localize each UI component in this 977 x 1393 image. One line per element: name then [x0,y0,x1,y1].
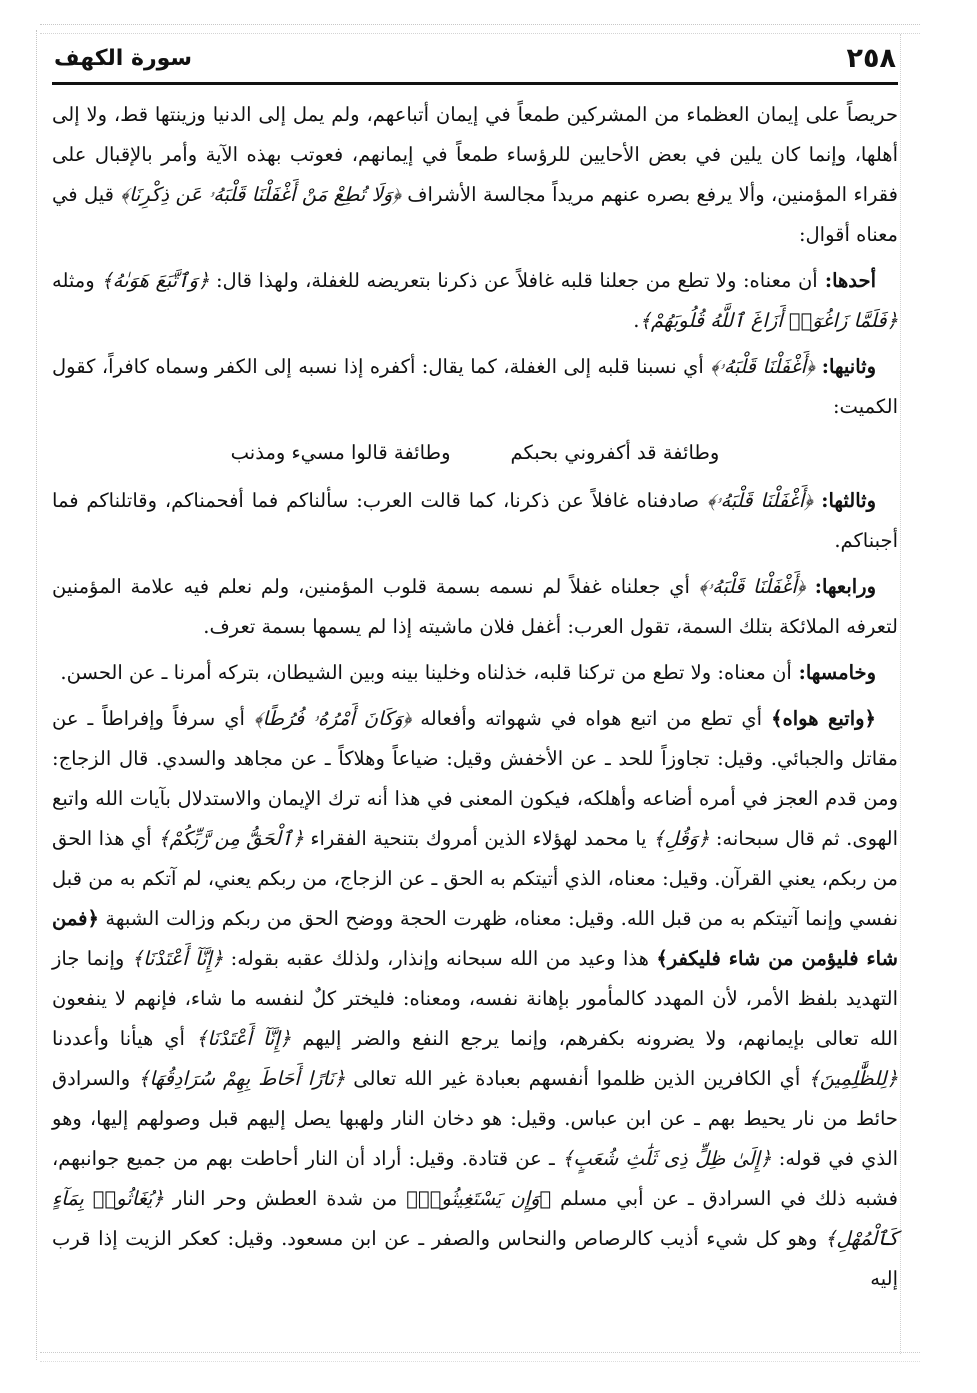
body-text-run: . [633,309,640,332]
running-header [52,38,898,74]
section-label: وثالثها: [812,489,876,512]
body-text-run: صادفناه غافلاً عن ذكرنا، كما قالت العرب: سألناكم فما أفحمناكم، وقاتلناكم فما أجبناكم. [52,489,898,552]
quran-quote: ﴿لِلظَّٰلِمِينَ﴾ [808,1067,898,1090]
body-text-run: وإنما جاز التهديد بلفظ الأمر، لأن المهدد كالمأمور بإهانة نفسه، ومعناه: فليختر كلٌ لنفسه ما شاء، فإنهم لا ينفعون الله تعالى بإيمانهم، ولا يضرونه بكفرهم، وإنما يرجع النفع والضر إليهم [52,947,898,1050]
body-text-run: أي هيأنا وأعددنا [52,1027,196,1050]
quran-quote: ﴿وَإِن يَسْتَغِيثُوا۟﴾ [406,1187,552,1210]
body-text-run: أن معناه: ولا تطع من جعلنا قلبه غافلاً عن ذكرنا بتعريضه للغفلة، ولهذا قال: [209,269,818,292]
quran-quote: ﴿وَلَا تُطِعْ مَنْ أَغْفَلْنَا قَلْبَهُۥ عَن ذِكْرِنَا﴾ [120,183,401,206]
quran-quote: ﴿وَقُلِ﴾ [653,827,710,850]
body-text-run: أي الكافرين الذين ظلموا أنفسهم بعبادة غير الله تعالى [345,1067,809,1090]
poetry-verse [52,431,898,475]
body-text-run: ـ عن قتادة. وقيل: أراد أن النار أحاطت بهم من جميع جوانبهم، فشبه ذلك في السرادق ـ عن أبي مسلم [52,1147,899,1210]
body-text-run: والسرادق حائط من نار يحيط بهم ـ عن ابن عباس. وقيل: هو دخان النار ولهبها يصل إليهم قبل وصولهم إليها، وهو الذي في قوله: [52,1067,899,1170]
quran-quote: ﴿أَغْفَلْنَا قَلْبَهُۥ﴾ [710,355,815,378]
body-text-run: أي نسبنا قلبه إلى الغفلة، كما يقال: أكفره إذا نسبه إلى الكفر وسماه كافراً، كقول الكميت: [52,355,898,418]
quran-quote: ﴿وَكَانَ أَمْرُهُۥ فُرُطًا﴾ [253,707,412,730]
section-label: ورابعها: [805,575,876,598]
quran-quote: ﴿وَٱتَّبَعَ هَوَىٰهُ﴾ [101,269,210,292]
page-number: ٢٥٨ [846,43,896,74]
paragraph [52,347,898,427]
paragraph [52,481,898,561]
scan-border-top [40,24,920,34]
paragraph [52,261,898,341]
quran-quote: ﴿فَلَمَّا زَاغُوٓا۟ أَزَاغَ ٱللَّهُ قُلُوبَهُمْ﴾ [639,309,898,332]
quran-quote: ﴿أَغْفَلْنَا قَلْبَهُۥ﴾ [698,575,806,598]
commentary-body [52,95,898,1299]
body-text-run: أي سرفاً وإفراطاً ـ عن مقاتل والجبائي. وقيل: تجاوزاً للحد ـ عن الأخفش وقيل: ضياعاً وهلاكاً ـ عن مجاهد والسدي. قال الزجاج: ومن قدم العجز في أمره أضاعه وأهلكه، فيكون المعنى في هذا أنه ترك الإيمان والاستدلال بآيات الله واتبع الهوى. ثم قال سبحانه: [52,707,899,850]
quran-quote: ﴿ٱلْحَقُّ مِن رَّبِّكُمْ﴾ [158,827,304,850]
body-text-run: أي جعلناه غفلاً لم نسمه بسمة قلوب المؤمنين، ولم نعلم فيه علامة المؤمنين لتعرفه الملائكة بتلك السمة، تقول العرب: أغفل فلان ماشيته إذا لم يسمها بسمة تعرف. [52,575,898,638]
verse-phrase: ﴿فمن شاء فليؤمن من شاء فليكفر﴾ [52,907,898,970]
body-text-run: أي تطع من اتبع هواه في شهواته وأفعاله [411,707,772,730]
body-text-run: قيل في معناه أقوال: [52,183,898,246]
quran-quote: ﴿إِنَّآ أَعْتَدْنَا﴾ [131,947,224,970]
body-text-run: هذا وعيد من الله سبحانه وإنذار، ولذلك عقبه بقوله: [223,947,657,970]
quran-quote: ﴿إِنَّآ أَعْتَدْنَا﴾ [196,1027,292,1050]
scan-border-right [900,34,901,1354]
quran-quote: ﴿نَارًا أَحَاطَ بِهِمْ سُرَادِقُهَا﴾ [138,1067,346,1090]
section-label: وخامسها: [791,661,876,684]
body-text-run: وهو كل شيء أذيب كالرصاص والنحاس والصفر ـ عن ابن مسعود. وقيل: كعكر الزيت إذا قرب إليه [52,1227,898,1290]
body-text-run: أن معناه: ولا تطع من تركنا قلبه، خذلناه وخلينا بينه وبين الشيطان، بتركه أمرنا ـ عن الحسن. [60,661,792,684]
poetry-hemistich: وطائفة قالوا مسيء ومذنب [230,441,451,464]
body-text-run: ومثله [52,269,102,292]
body-text-run: حريصاً على إيمان العظماء من المشركين طمعاً في إيمان أتباعهم، ولم يمل إلى الدنيا وزينتها قط، ولا إلى أهلها، وإنما كان يلين في بعض الأحايين للرؤساء طمعاً في إيمانهم، فعوتب بهذه الآية وأمر بالإقبال على فقراء المؤمنين، وألا يرفع بصره عنهم مريداً مجالسة الأشراف [52,103,898,206]
quran-quote: ﴿إِلَىٰ ظِلٍّ ذِى ثَلَٰثِ شُعَبٍ﴾ [561,1147,772,1170]
scan-border-bottom [40,1352,920,1362]
poetry-hemistich: وطائفة قد أكفروني بحبكم [510,441,720,464]
quran-quote: ﴿أَغْفَلْنَا قَلْبَهُۥ﴾ [706,489,813,512]
verse-phrase: ﴿واتبع هواه﴾ [771,707,876,730]
body-text-run: من شدة العطش وحر النار [163,1187,407,1210]
paragraph [52,653,898,693]
section-label: أحدها: [817,269,876,292]
paragraph [52,567,898,647]
header-rule [52,82,898,85]
body-text-run: أي هذا الحق من ربكم، يعني القرآن. وقيل: معناه، الذي أتيتكم به الحق ـ عن الزجاج، من ربكم يعني، لم آتكم به من قبل نفسي وإنما آتيتكم به من قبل الله. وقيل: معناه، ظهرت الحجة ووضح الحق من ربكم وزالت الشبهة [52,827,898,930]
book-page [52,38,898,1299]
paragraph [52,95,898,255]
body-text-run: يا محمد لهؤلاء الذين أمروك بتنحية الفقراء [303,827,654,850]
surah-title: سورة الكهف [54,46,193,71]
scan-border-left [36,30,37,1360]
paragraph [52,699,898,1299]
section-label: وثانيها: [814,355,877,378]
quran-quote: ﴿يُغَاثُوا۟ بِمَآءٍ كَٱلْمُهْلِ﴾ [52,1187,898,1250]
